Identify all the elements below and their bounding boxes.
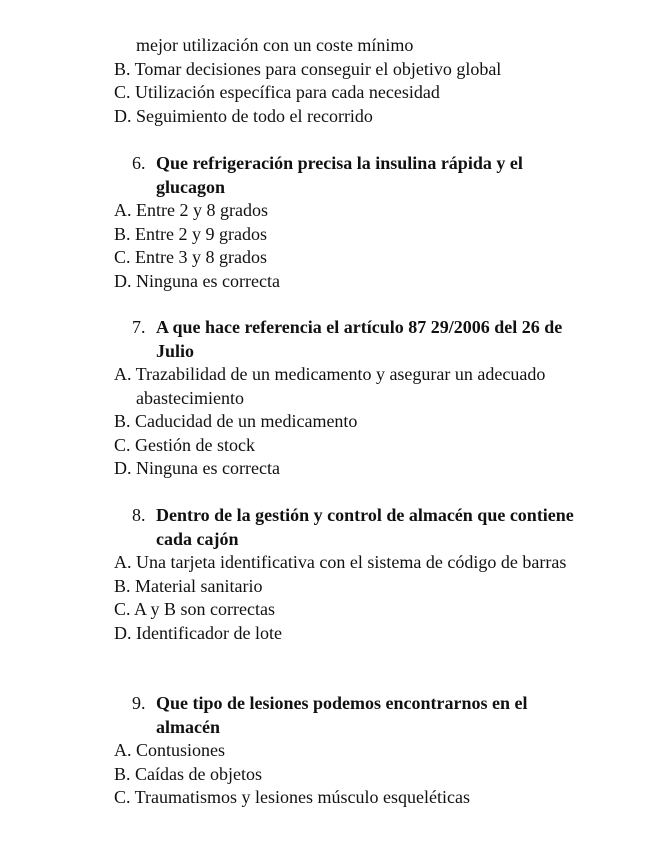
question-title	[0, 504, 574, 551]
answer-option: C. Traumatismos y lesiones músculo esqueléticas	[114, 787, 470, 807]
question-text: Que refrigeración precisa la insulina rápida y el glucagon	[156, 153, 523, 197]
answer-option: A. Contusiones	[114, 740, 226, 760]
answer-option: A. Entre 2 y 8 grados	[114, 200, 268, 220]
answer-option: C. Gestión de stock	[114, 434, 255, 455]
answer-continuation-line: mejor utilización con un coste mínimo	[136, 35, 414, 55]
question-number: 9.	[132, 693, 146, 713]
question-number: 8.	[132, 505, 146, 525]
question-text: Dentro de la gestión y control de almacén que contiene cada cajón	[156, 505, 574, 549]
answer-option: B. Entre 2 y 9 grados	[114, 223, 267, 244]
question-title	[0, 316, 574, 363]
question-number: 7.	[132, 317, 146, 337]
answer-option: A. Trazabilidad de un medicamento y asegurar un adecuado abastecimiento	[114, 364, 546, 408]
question-text: Que tipo de lesiones podemos encontrarnos en el almacén	[156, 693, 528, 737]
answer-option: B. Caducidad de un medicamento	[114, 411, 358, 431]
answer-option: D. Ninguna es correcta	[114, 270, 280, 291]
question-9	[0, 692, 620, 810]
question-title	[0, 152, 574, 199]
question-7	[0, 316, 620, 481]
answer-option: D. Identificador de lote	[114, 622, 282, 643]
question-8	[0, 504, 620, 645]
answer-option: B. Material sanitario	[114, 575, 263, 596]
answer-option: B. Tomar decisiones para conseguir el objetivo global	[114, 58, 502, 79]
answer-option: C. Utilización específica para cada necesidad	[114, 82, 440, 102]
answer-option: A. Una tarjeta identificativa con el sistema de código de barras	[114, 552, 567, 572]
answer-option: C. A y B son correctas	[114, 599, 275, 619]
answer-option: B. Caídas de objetos	[114, 763, 262, 784]
answer-option: C. Entre 3 y 8 grados	[114, 247, 267, 267]
answer-option: D. Seguimiento de todo el recorrido	[114, 105, 373, 126]
question-title	[0, 692, 574, 739]
answer-option: D. Ninguna es correcta	[114, 458, 280, 478]
previous-question-continuation	[0, 34, 620, 128]
question-6	[0, 152, 620, 293]
question-number: 6.	[132, 153, 146, 173]
question-text: A que hace referencia el artículo 87 29/2006 del 26 de Julio	[156, 317, 563, 361]
